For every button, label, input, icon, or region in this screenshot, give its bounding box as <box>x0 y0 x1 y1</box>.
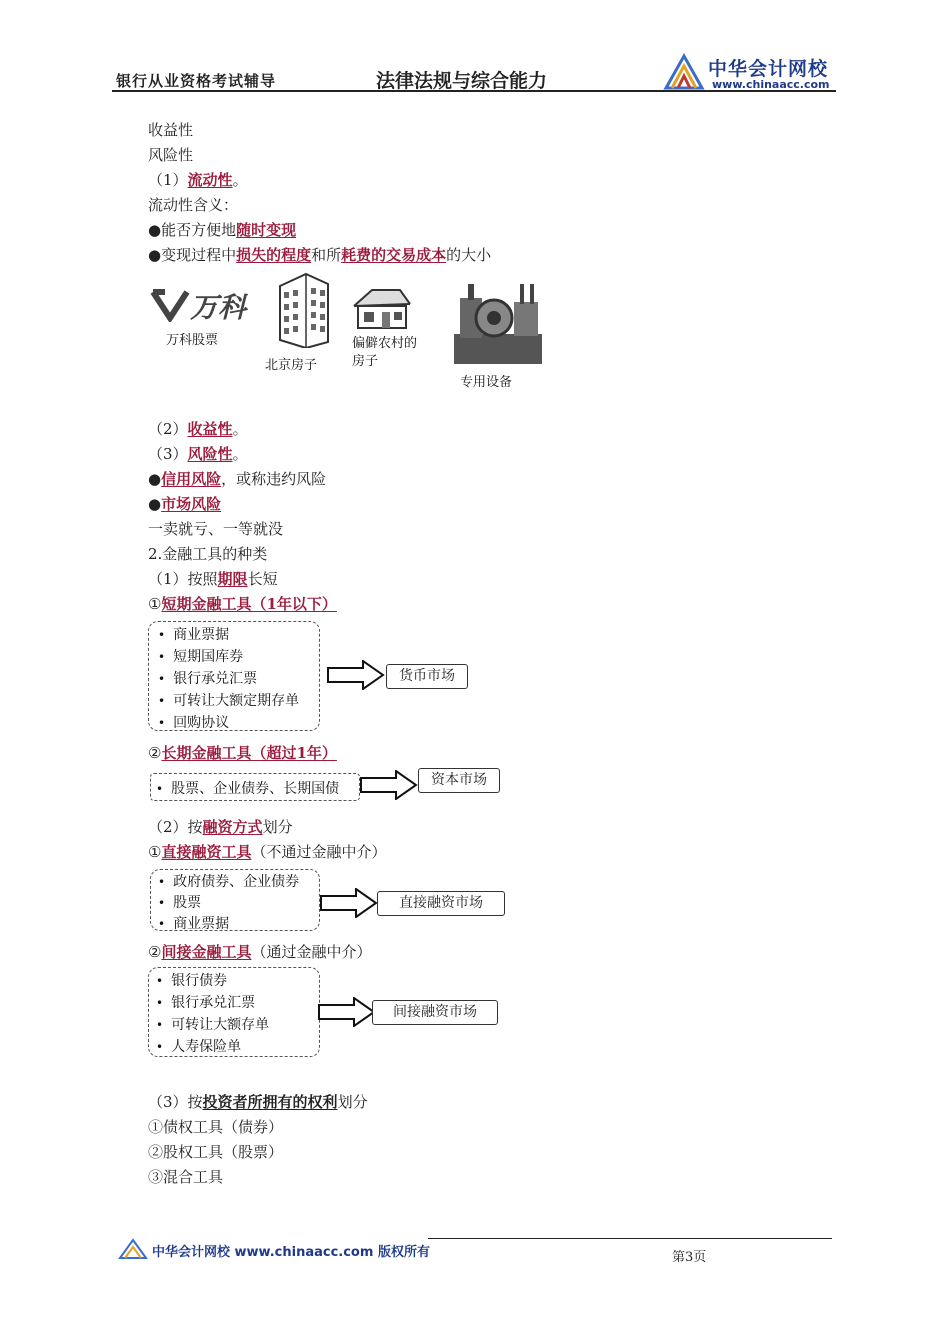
caption-equipment: 专用设备 <box>460 375 513 390</box>
building-icon <box>276 272 332 348</box>
heading-liquidity <box>148 170 248 190</box>
heading-by-term <box>148 569 278 589</box>
heading-risk <box>148 444 248 464</box>
line-shouyixing: 收益性 <box>148 121 194 139</box>
footer-copyright: 中华会计网校 www.chinaacc.com 版权所有 <box>152 1245 430 1260</box>
keyword-realize: 随时变现 <box>236 221 297 239</box>
keyword-liquidity: 流动性 <box>187 171 233 189</box>
bullet-market-risk <box>148 494 221 514</box>
diagram-item: • 回购协议 <box>158 712 229 732</box>
keyword-risk: 风险性 <box>187 445 233 463</box>
heading-by-rights <box>148 1092 368 1112</box>
keyword-direct: 直接融资工具 <box>161 843 252 861</box>
vanke-logo <box>150 288 256 322</box>
arrow-right-icon <box>360 770 418 800</box>
diagram-item: • 可转让大额存单 <box>156 1014 269 1034</box>
text-segment: 。 <box>232 445 248 463</box>
diagram-item: • 商业票据 <box>158 624 229 644</box>
keyword-loss: 损失的程度 <box>236 246 312 264</box>
keyword-rights: 投资者所拥有的权利 <box>202 1093 338 1111</box>
text-segment: （1） <box>148 171 188 189</box>
line-debt-instrument: ①债权工具（债券） <box>148 1118 284 1136</box>
text-segment: ，或称违约风险 <box>221 470 327 488</box>
bullet-loss-cost <box>148 245 491 265</box>
line-hybrid-instrument: ③混合工具 <box>148 1168 224 1186</box>
keyword-short-term: 短期金融工具（1年以下） <box>161 595 337 613</box>
line-liquidity-meaning: 流动性含义： <box>148 196 239 214</box>
caption-beijing: 北京房子 <box>265 358 318 373</box>
diagram-item: • 银行承兑汇票 <box>156 992 255 1012</box>
diagram-item: • 短期国库券 <box>158 646 243 666</box>
text-segment: （2）按 <box>148 818 203 836</box>
line-saying: 一卖就亏、一等就没 <box>148 520 284 538</box>
logo-url-text: www.chinaacc.com <box>712 78 830 91</box>
line-fengxianxing: 风险性 <box>148 146 194 164</box>
diagram-item: • 银行承兑汇票 <box>158 668 257 688</box>
text-segment: （3）按 <box>148 1093 203 1111</box>
target-direct-market: 直接融资市场 <box>377 891 505 916</box>
keyword-financing: 融资方式 <box>202 818 263 836</box>
heading-long-term <box>148 743 337 763</box>
text-segment: ● <box>148 495 162 513</box>
keyword-market-risk: 市场风险 <box>161 495 222 513</box>
text-segment: 和所 <box>311 246 342 264</box>
keyword-returns: 收益性 <box>187 420 233 438</box>
text-segment: （1）按照 <box>148 570 218 588</box>
diagram-item: • 银行债券 <box>156 970 227 990</box>
text-segment: ② <box>148 744 162 762</box>
caption-rural-1: 偏僻农村的 <box>352 336 418 351</box>
arrow-right-icon <box>327 660 385 690</box>
building-image <box>276 272 332 348</box>
heading-short-term <box>148 594 337 614</box>
vanke-logo-text: 万科 <box>190 291 247 324</box>
text-segment: ● <box>148 470 162 488</box>
line-equity-instrument: ②股权工具（股票） <box>148 1143 284 1161</box>
diagram-item: • 人寿保险单 <box>156 1036 241 1056</box>
rural-house-image <box>352 286 412 330</box>
vanke-mark-icon <box>150 288 190 322</box>
keyword-cost: 耗费的交易成本 <box>341 246 447 264</box>
machine-icon <box>450 278 546 368</box>
heading-indirect <box>148 942 371 962</box>
caption-vanke: 万科股票 <box>166 333 219 348</box>
bullet-credit-risk <box>148 469 326 489</box>
text-segment: 。 <box>232 420 248 438</box>
text-segment: ●能否方便地 <box>148 221 237 239</box>
header-center-title: 法律法规与综合能力 <box>376 70 548 92</box>
target-money-market: 货币市场 <box>386 664 468 689</box>
house-icon <box>352 286 412 330</box>
target-capital-market: 资本市场 <box>418 768 500 793</box>
text-segment: 划分 <box>262 818 293 836</box>
text-segment: 。 <box>232 171 248 189</box>
diagram-item: • 商业票据 <box>158 913 229 933</box>
target-indirect-market: 间接融资市场 <box>372 1000 498 1025</box>
text-segment: （2） <box>148 420 188 438</box>
text-segment: ② <box>148 943 162 961</box>
footer-logo-icon <box>118 1238 148 1260</box>
logo-triangle-icon <box>662 52 708 92</box>
text-segment: ●变现过程中 <box>148 246 237 264</box>
caption-rural-2: 房子 <box>352 354 379 369</box>
diagram-item: • 股票 <box>158 892 201 912</box>
text-segment: （通过金融中介） <box>251 943 372 961</box>
text-segment: 划分 <box>337 1093 368 1111</box>
text-segment: ① <box>148 595 162 613</box>
keyword-term: 期限 <box>217 570 248 588</box>
arrow-right-icon <box>320 888 378 918</box>
heading-direct <box>148 842 386 862</box>
arrow-right-icon <box>318 997 376 1027</box>
diagram-item: • 政府债券、企业债券 <box>158 871 299 891</box>
page-number: 第3页 <box>672 1250 707 1265</box>
text-segment: 长短 <box>247 570 278 588</box>
keyword-long-term: 长期金融工具（超过1年） <box>161 744 337 762</box>
brand-logo[interactable] <box>662 52 842 92</box>
footer-rule <box>428 1238 832 1239</box>
text-segment: 的大小 <box>446 246 492 264</box>
heading-returns <box>148 419 248 439</box>
equipment-image <box>450 278 546 368</box>
diagram-item: • 股票、企业债券、长期国债 <box>156 778 339 798</box>
heading-instrument-types: 2.金融工具的种类 <box>148 545 268 563</box>
keyword-credit-risk: 信用风险 <box>161 470 222 488</box>
text-segment: （不通过金融中介） <box>251 843 387 861</box>
diagram-item: • 可转让大额定期存单 <box>158 690 299 710</box>
text-segment: ① <box>148 843 162 861</box>
logo-main-text: 中华会计网校 <box>708 58 829 80</box>
text-segment: （3） <box>148 445 188 463</box>
keyword-indirect: 间接金融工具 <box>161 943 252 961</box>
bullet-realize <box>148 220 296 240</box>
header-left-title: 银行从业资格考试辅导 <box>116 72 277 90</box>
heading-by-financing <box>148 817 293 837</box>
